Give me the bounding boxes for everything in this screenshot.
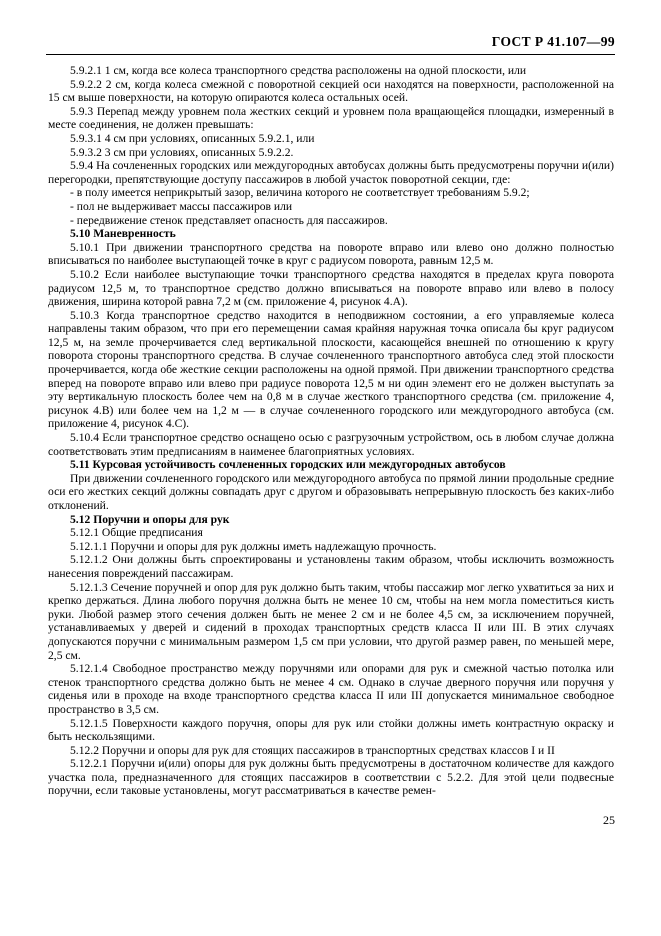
list-item: - в полу имеется неприкрытый зазор, величина которого не соответствует требованиям 5.9.2; — [70, 186, 530, 200]
paragraph: 5.12.1.4 Свободное пространство между поручнями или опорами для рук и смежной частью потолка или стенок транспортного средства должно быть не менее 4 см. Однако в случае дверного поручня или поручня у сиденья или в проходе на входе транспортного средства класса II или III допускается минимальное свободное пространство в 3,5 см. — [48, 662, 614, 716]
document-body — [48, 64, 614, 798]
paragraph: 5.12.1.5 Поверхности каждого поручня, опоры для рук или стойки должны иметь контрастную окраску и быть нескользящими. — [48, 716, 614, 744]
paragraph: При движении сочлененного городского или междугородного автобуса по прямой линии продольные средние оси его жестких секций должны совпадать друг с другом и образовывать непрерывную плоскость без каких-либо отклонений. — [48, 471, 614, 512]
section-heading: 5.12 Поручни и опоры для рук — [70, 512, 230, 526]
list-item: - пол не выдерживает массы пассажиров или — [70, 199, 293, 213]
paragraph: 5.10.3 Когда транспортное средство находится в неподвижном состоянии, а его управляемые колеса направлены таким образом, что при его перемещении самая крайняя наружная точка описала бы круг радиусом 12,5 м, на земле прочерчивается след вертикальной плоскости, касающейся внешней по отношению к кругу поворота стороны транспортного средства. В случае сочлененного транспортного автобуса след этой плоскости прочерчивается, когда обе жесткие секции расположены на одной прямой. При движении транспортного средства вперед на повороте вправо или влево при радиусе поворота 12,5 м ни один элемент его не должен выступать за эту вертикальную плоскость более чем на 0,8 м в случае жесткого транспортного средства (см. приложение 4, рисунок 4.В) или более чем на 1,2 м — в случае сочлененного городского или междугородного автобуса (см. приложение 4, рисунок 4.С). — [48, 308, 614, 431]
paragraph: 5.12.1 Общие предписания — [70, 526, 203, 540]
paragraph: 5.9.3 Перепад между уровнем пола жестких секций и уровнем пола вращающейся площадки, измеренный в месте соединения, не должен превышать: — [48, 104, 614, 132]
paragraph: 5.12.1.3 Сечение поручней и опор для рук должно быть таким, чтобы пассажир мог легко ухватиться за них и крепко держаться. Длина любого поручня должна быть не менее 10 см, чтобы на нем могла поместиться кисть руки. Любой размер этого сечения должен быть не менее 2 см и не более 4,5 см, за исключением поручней, устанавливаемых у дверей и сидений в проходах транспортных средств класса II или III. В этих случаях допускаются поручни с минимальным размером 1,5 см при условии, что другой размер равен, по меньшей мере, 2,5 см. — [48, 580, 614, 662]
paragraph: 5.10.4 Если транспортное средство оснащено осью с разгрузочным устройством, ось в любом случае должна соответствовать этим предписаниям в наименее благоприятных условиях. — [48, 431, 614, 458]
paragraph: 5.10.1 При движении транспортного средства на повороте вправо или влево оно должно полностью вписываться по наиболее выступающей точке в круг с радиусом поворота, равным 12,5 м. — [48, 240, 614, 268]
header-divider — [46, 54, 615, 55]
list-item: - передвижение стенок представляет опасность для пассажиров. — [70, 213, 388, 227]
paragraph: 5.10.2 Если наиболее выступающие точки транспортного средства находятся в пределах круга поворота радиусом 12,5 м, то транспортное средство должно вписываться на повороте вправо или влево в полосу движения, ширина которой равна 7,2 м (см. приложение 4, рисунок 4.А). — [48, 267, 614, 309]
page-header: ГОСТ Р 41.107—99 — [491, 34, 615, 49]
paragraph: 5.9.2.1 1 см, когда все колеса транспортного средства расположены на одной плоскости, или — [70, 64, 527, 77]
section-heading: 5.11 Курсовая устойчивость сочлененных городских или междугородных автобусов — [70, 458, 506, 472]
paragraph: 5.9.3.1 4 см при условиях, описанных 5.9.2.1, или — [70, 131, 315, 145]
section-heading: 5.10 Маневренность — [70, 227, 176, 241]
paragraph: 5.9.4 На сочлененных городских или междугородных автобусах должны быть предусмотрены поручни и(или) перегородки, препятствующие доступу пассажиров в любой участок поворотной секции, где: — [48, 159, 614, 186]
page-number: 25 — [603, 813, 615, 827]
paragraph: 5.12.2 Поручни и опоры для рук для стоящих пассажиров в транспортных средствах классов I и II — [70, 743, 555, 757]
paragraph: 5.9.2.2 2 см, когда колеса смежной с поворотной секцией оси находятся на поверхности, расположенной на 15 см выше поверхности, на которую опираются колеса остальных осей. — [48, 77, 614, 105]
paragraph: 5.12.1.2 Они должны быть спроектированы и установлены таким образом, чтобы исключить возможность нанесения повреждений пассажирам. — [48, 553, 614, 580]
paragraph: 5.12.2.1 Поручни и(или) опоры для рук должны быть предусмотрены в достаточном количестве для каждого участка пола, предназначенного для стоящих пассажиров в соответствии с 5.2.2. Для этой цели подвесные поручни, если таковые установлены, могут рассматриваться в качестве ремен- — [48, 757, 614, 798]
paragraph: 5.12.1.1 Поручни и опоры для рук должны иметь надлежащую прочность. — [70, 539, 437, 553]
paragraph: 5.9.3.2 3 см при условиях, описанных 5.9.2.2. — [70, 145, 294, 159]
